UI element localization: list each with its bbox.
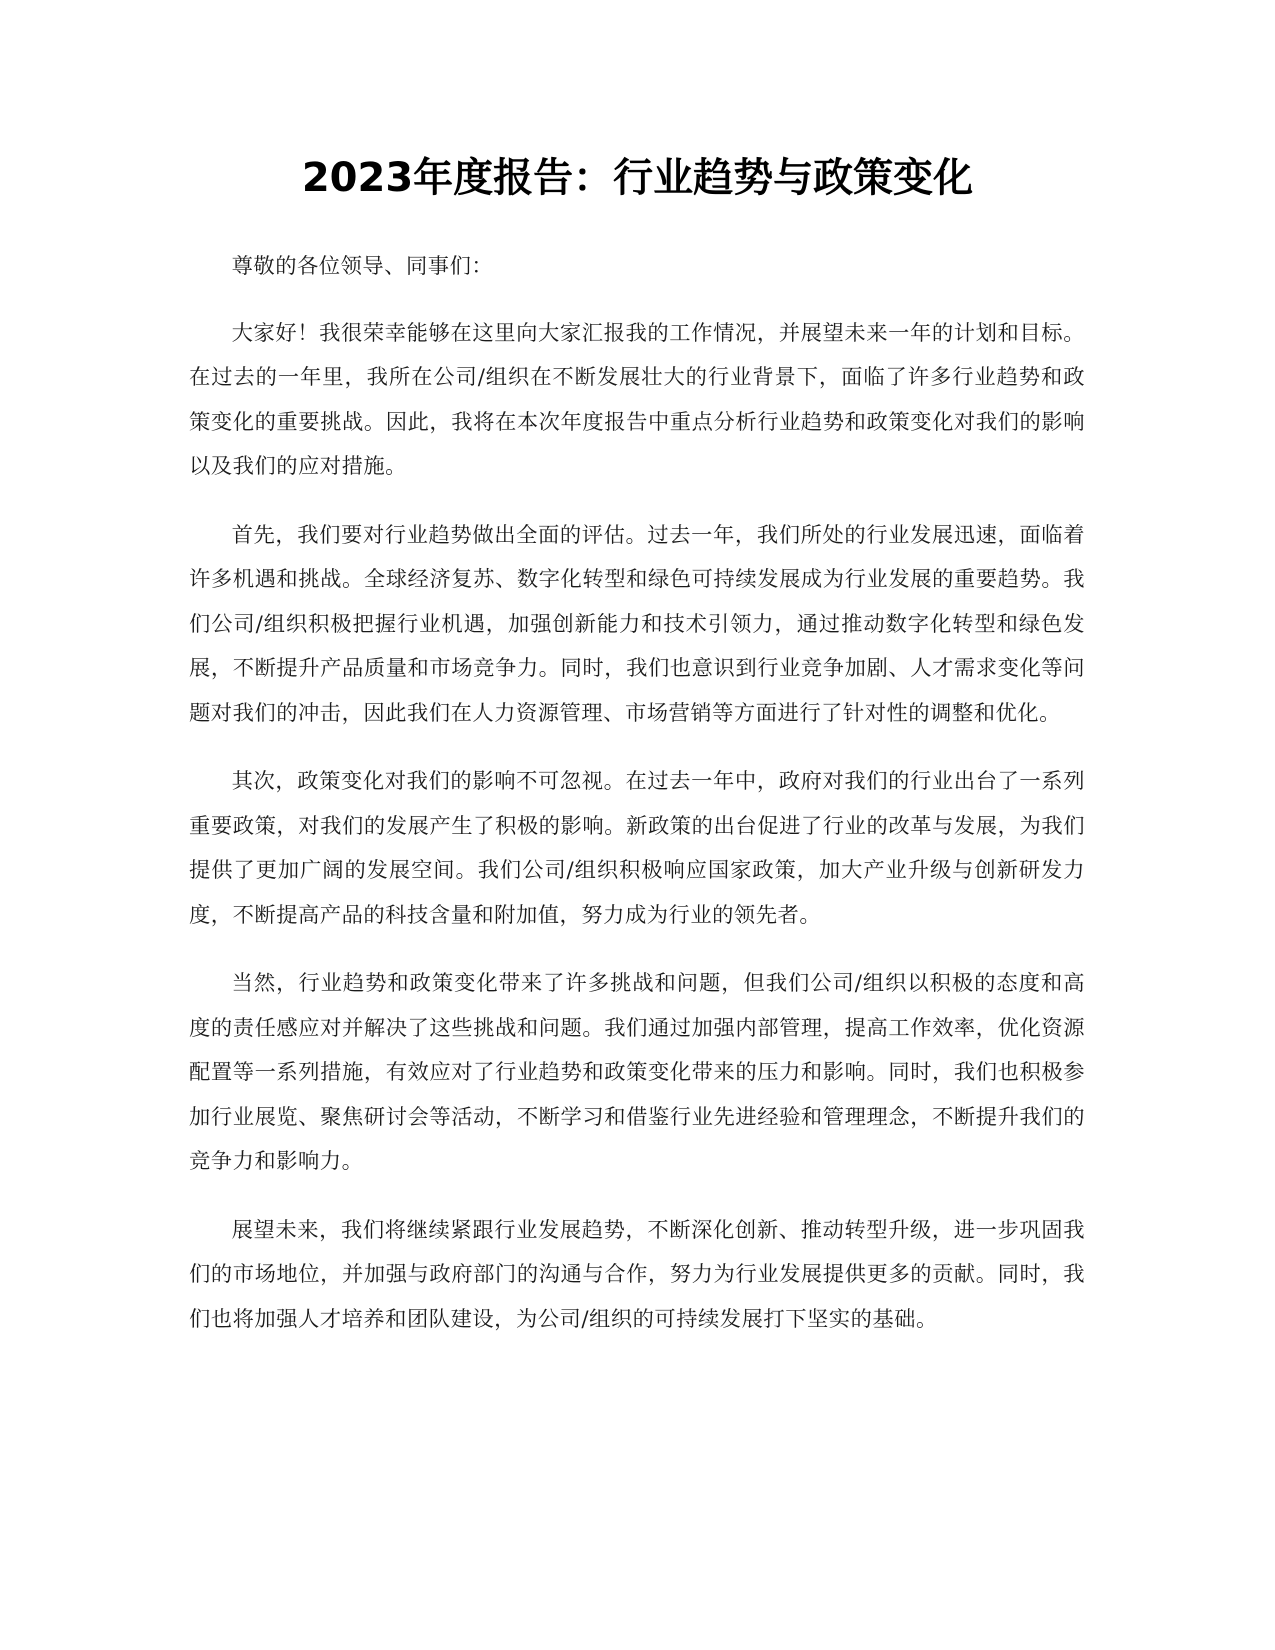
salutation: 尊敬的各位领导、同事们： [231,254,494,279]
document-body [189,245,1085,1366]
paragraph-industry-trends: 首先，我们要对行业趋势做出全面的评估。过去一年，我们所处的行业发展迅速，面临着许多机遇和挑战。全球经济复苏、数字化转型和绿色可持续发展成为行业发展的重要趋势。我们公司/组织积极把握行业机遇，加强创新能力和技术引领力，通过推动数字化转型和绿色发展，不断提升产品质量和市场竞争力。同时，我们也意识到行业竞争加剧、人才需求变化等问题对我们的冲击，因此我们在人力资源管理、市场营销等方面进行了针对性的调整和优化。 [189,522,1085,726]
paragraph-policy-changes: 其次，政策变化对我们的影响不可忽视。在过去一年中，政府对我们的行业出台了一系列重要政策，对我们的发展产生了积极的影响。新政策的出台促进了行业的改革与发展，为我们提供了更加广阔的发展空间。我们公司/组织积极响应国家政策，加大产业升级与创新研发力度，不断提高产品的科技含量和附加值，努力成为行业的领先者。 [189,769,1085,928]
document-title: 2023年度报告：行业趋势与政策变化 [301,155,974,201]
paragraph-challenges-response: 当然，行业趋势和政策变化带来了许多挑战和问题，但我们公司/组织以积极的态度和高度的责任感应对并解决了这些挑战和问题。我们通过加强内部管理，提高工作效率，优化资源配置等一系列措施，有效应对了行业趋势和政策变化带来的压力和影响。同时，我们也积极参加行业展览、聚焦研讨会等活动，不断学习和借鉴行业先进经验和管理理念，不断提升我们的竞争力和影响力。 [189,971,1085,1174]
paragraph-outlook: 展望未来，我们将继续紧跟行业发展趋势，不断深化创新、推动转型升级，进一步巩固我们的市场地位，并加强与政府部门的沟通与合作，努力为行业发展提供更多的贡献。同时，我们也将加强人才培养和团队建设，为公司/组织的可持续发展打下坚实的基础。 [189,1217,1085,1332]
paragraph-intro: 大家好！我很荣幸能够在这里向大家汇报我的工作情况，并展望未来一年的计划和目标。在过去的一年里，我所在公司/组织在不断发展壮大的行业背景下，面临了许多行业趋势和政策变化的重要挑战。因此，我将在本次年度报告中重点分析行业趋势和政策变化对我们的影响以及我们的应对措施。 [189,320,1085,479]
